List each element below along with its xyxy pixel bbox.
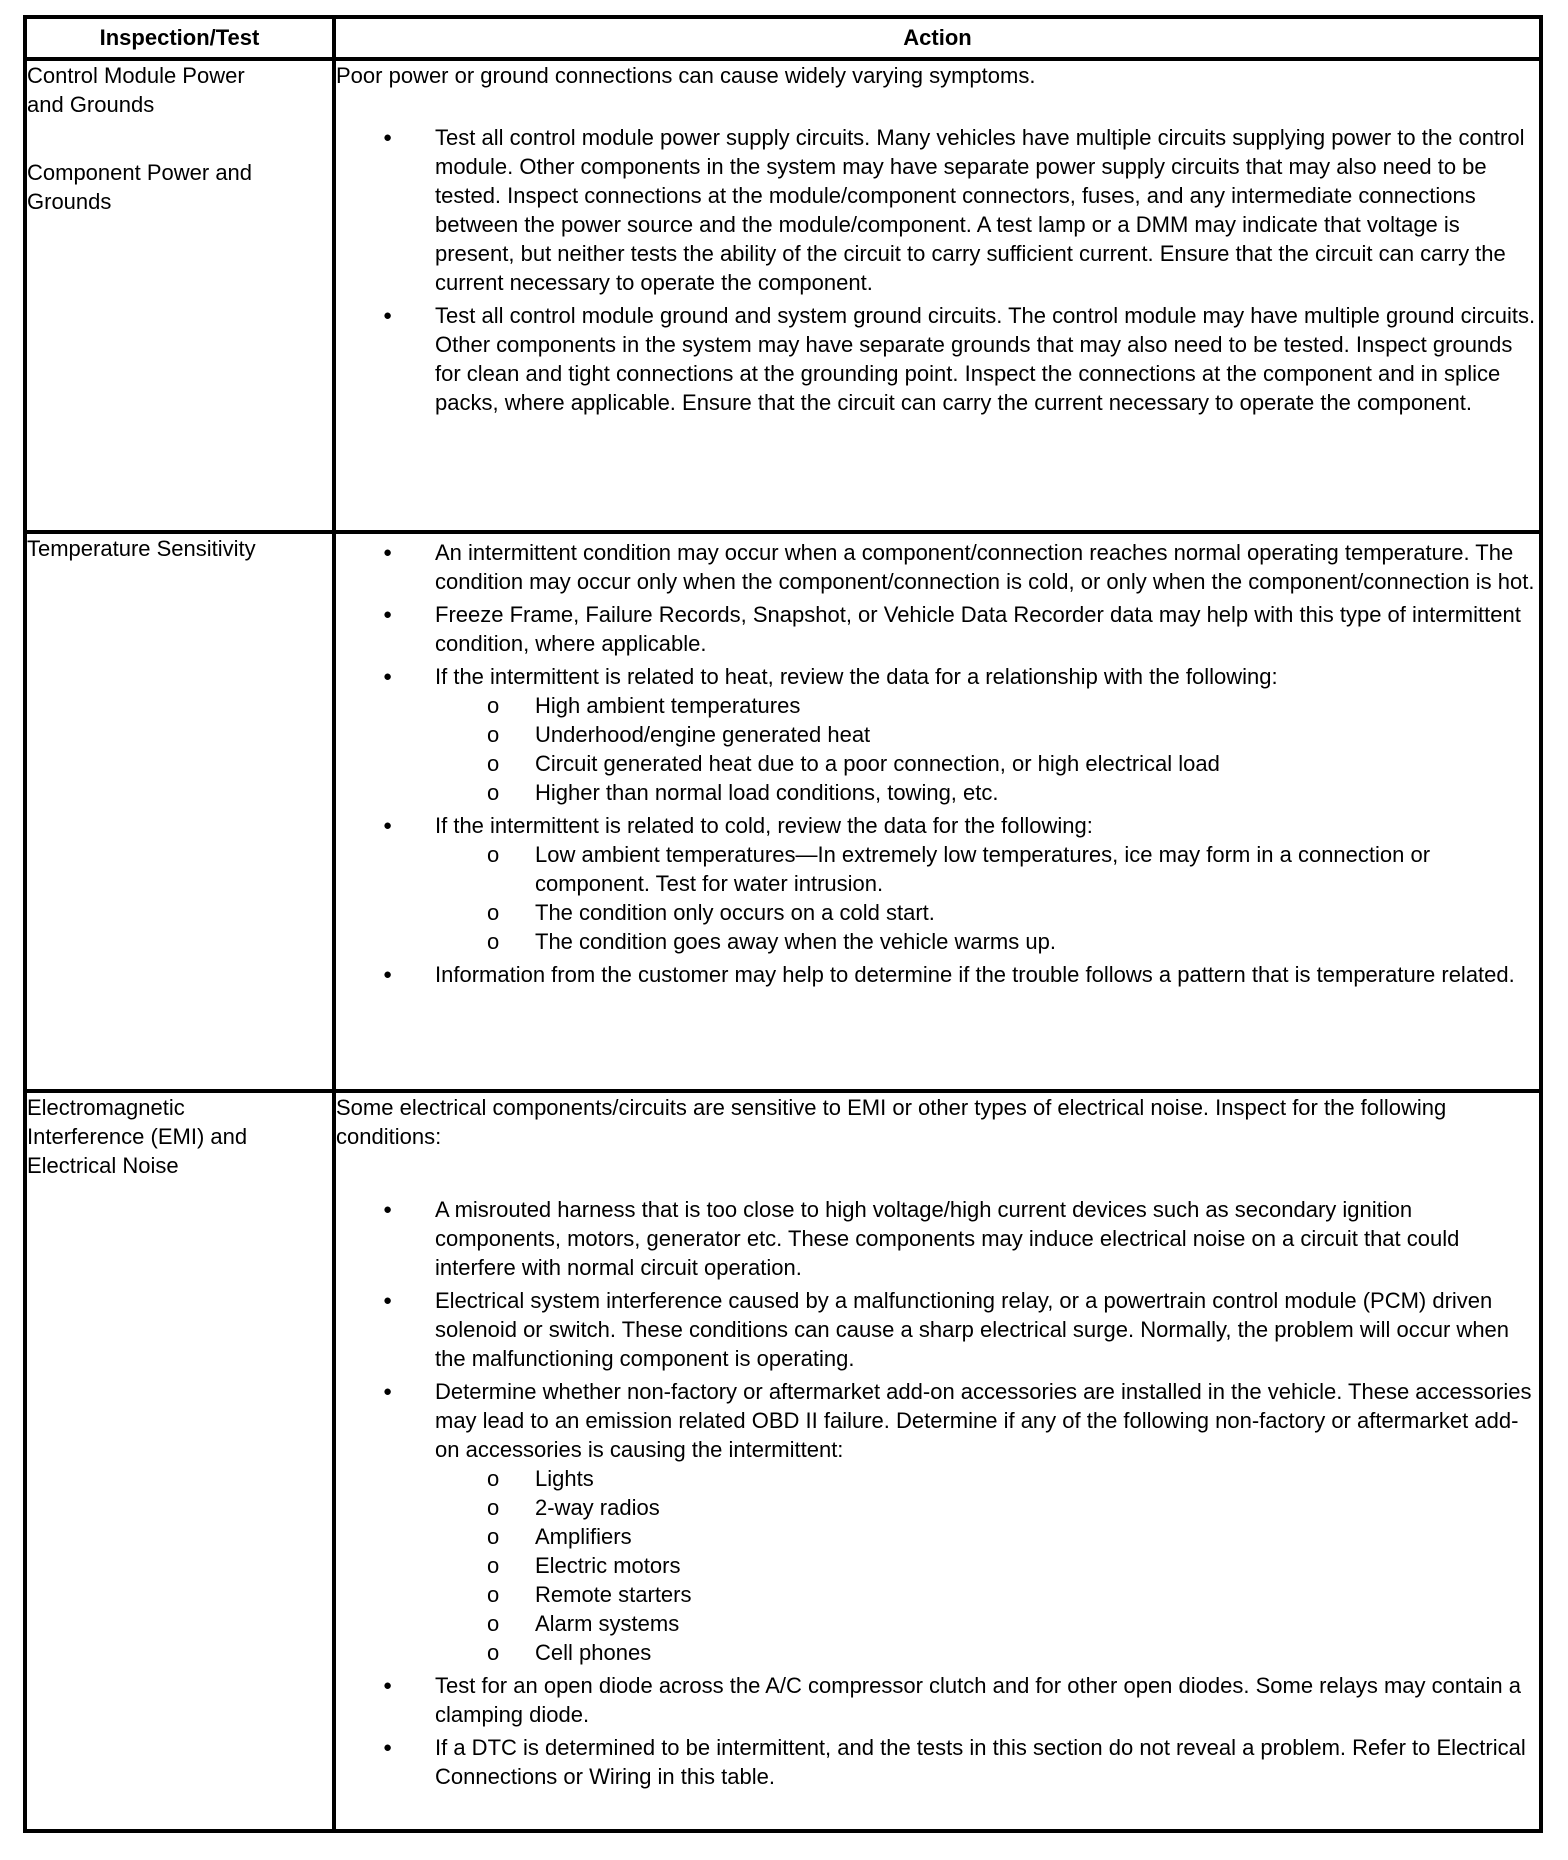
table-row-temperature bbox=[25, 532, 1541, 1091]
action-intro: Some electrical components/circuits are sensitive to EMI or other types of electrical noise. Inspect for the following conditions: bbox=[336, 1095, 1447, 1149]
sub-item: o The condition goes away when the vehicle warms up. bbox=[435, 927, 1539, 956]
sub-list bbox=[435, 840, 1539, 956]
sub-item: o High ambient temperatures bbox=[435, 691, 1539, 720]
test-label: Electromagnetic Interference (EMI) and Electrical Noise bbox=[27, 1095, 248, 1178]
bullet-item: ● An intermittent condition may occur when a component/connection reaches normal operating temperature. The condition may occur only when the component/connection is cold, or only when the component/connection is hot. bbox=[336, 538, 1539, 596]
bullet-item: ● Test for an open diode across the A/C compressor clutch and for other open diodes. Some relays may contain a clamping diode. bbox=[336, 1671, 1539, 1729]
test-label: Component Power and Grounds bbox=[27, 160, 253, 214]
sub-list bbox=[435, 1464, 1539, 1667]
action-cell bbox=[334, 1091, 1541, 1831]
test-cell bbox=[25, 532, 334, 1091]
inspection-table bbox=[23, 15, 1543, 1833]
test-label: Control Module Power and Grounds bbox=[27, 63, 245, 117]
sub-item: o Circuit generated heat due to a poor connection, or high electrical load bbox=[435, 749, 1539, 778]
sub-item: o Low ambient temperatures—In extremely low temperatures, ice may form in a connection or component. Test for water intrusion. bbox=[435, 840, 1539, 898]
column-header-inspection-test: Inspection/Test bbox=[25, 17, 334, 59]
sub-item: o The condition only occurs on a cold start. bbox=[435, 898, 1539, 927]
table-header-row bbox=[25, 17, 1541, 59]
bullet-item: ● Electrical system interference caused by a malfunctioning relay, or a powertrain control module (PCM) driven solenoid or switch. These conditions can cause a sharp electrical surge. Normally, the problem will occur when the malfunctioning component is operating. bbox=[336, 1286, 1539, 1373]
sub-item: o Electric motors bbox=[435, 1551, 1539, 1580]
sub-item: o Cell phones bbox=[435, 1638, 1539, 1667]
action-cell bbox=[334, 59, 1541, 532]
bullet-item: ● Test all control module ground and system ground circuits. The control module may have multiple ground circuits. Other components in the system may have separate grounds that may also need to be tested. Inspect grounds for clean and tight connections at the grounding point. Inspect the connections at the component and in splice packs, where applicable. Ensure that the circuit can carry the current necessary to operate the component. bbox=[336, 301, 1539, 417]
table-row-power-grounds bbox=[25, 59, 1541, 532]
bullet-list bbox=[336, 123, 1539, 417]
bullet-item: ● If the intermittent is related to cold, review the data for the following: o Low ambient temperatures—In extremely low temperatures, ice may form in a connection or component. Test for water intrusion. o The condition only occurs on a cold start. o The condition goes away when the vehicle warms up. bbox=[336, 811, 1539, 956]
sub-item: o Higher than normal load conditions, towing, etc. bbox=[435, 778, 1539, 807]
sub-list bbox=[435, 691, 1539, 807]
sub-item: o Alarm systems bbox=[435, 1609, 1539, 1638]
bullet-item: ● Information from the customer may help to determine if the trouble follows a pattern that is temperature related. bbox=[336, 960, 1539, 989]
bullet-item: ● Freeze Frame, Failure Records, Snapshot, or Vehicle Data Recorder data may help with this type of intermittent condition, where applicable. bbox=[336, 600, 1539, 658]
sub-item: o Amplifiers bbox=[435, 1522, 1539, 1551]
bullet-item: ● Test all control module power supply circuits. Many vehicles have multiple circuits supplying power to the control module. Other components in the system may have separate power supply circuits that may also need to be tested. Inspect connections at the module/component connectors, fuses, and any intermediate connections between the power source and the module/component. A test lamp or a DMM may indicate that voltage is present, but neither tests the ability of the circuit to carry sufficient current. Ensure that the circuit can carry the current necessary to operate the component. bbox=[336, 123, 1539, 297]
test-cell bbox=[25, 59, 334, 532]
action-intro: Poor power or ground connections can cause widely varying symptoms. bbox=[336, 63, 1036, 88]
sub-item: o Underhood/engine generated heat bbox=[435, 720, 1539, 749]
bullet-list bbox=[336, 1195, 1539, 1791]
sub-item: o Lights bbox=[435, 1464, 1539, 1493]
action-cell bbox=[334, 532, 1541, 1091]
table-row-emi bbox=[25, 1091, 1541, 1831]
test-label: Temperature Sensitivity bbox=[27, 536, 256, 561]
test-cell bbox=[25, 1091, 334, 1831]
bullet-list bbox=[336, 538, 1539, 989]
bullet-item: ● If the intermittent is related to heat, review the data for a relationship with the following: o High ambient temperatures o Underhood/engine generated heat o Circuit generated heat due to a poor connection, or high electrical load o Higher than normal load conditions, towing, etc. bbox=[336, 662, 1539, 807]
bullet-item: ● A misrouted harness that is too close to high voltage/high current devices such as secondary ignition components, motors, generator etc. These components may induce electrical noise on a circuit that could interfere with normal circuit operation. bbox=[336, 1195, 1539, 1282]
bullet-item: ● Determine whether non-factory or aftermarket add-on accessories are installed in the vehicle. These accessories may lead to an emission related OBD II failure. Determine if any of the following non-factory or aftermarket add-on accessories is causing the intermittent: o Lights o 2-way radios o Amplifiers o Electric motors o Remote starters o Alarm systems o Cell phones bbox=[336, 1377, 1539, 1667]
sub-item: o 2-way radios bbox=[435, 1493, 1539, 1522]
column-header-action: Action bbox=[334, 17, 1541, 59]
bullet-item: ● If a DTC is determined to be intermittent, and the tests in this section do not reveal a problem. Refer to Electrical Connections or Wiring in this table. bbox=[336, 1733, 1539, 1791]
sub-item: o Remote starters bbox=[435, 1580, 1539, 1609]
